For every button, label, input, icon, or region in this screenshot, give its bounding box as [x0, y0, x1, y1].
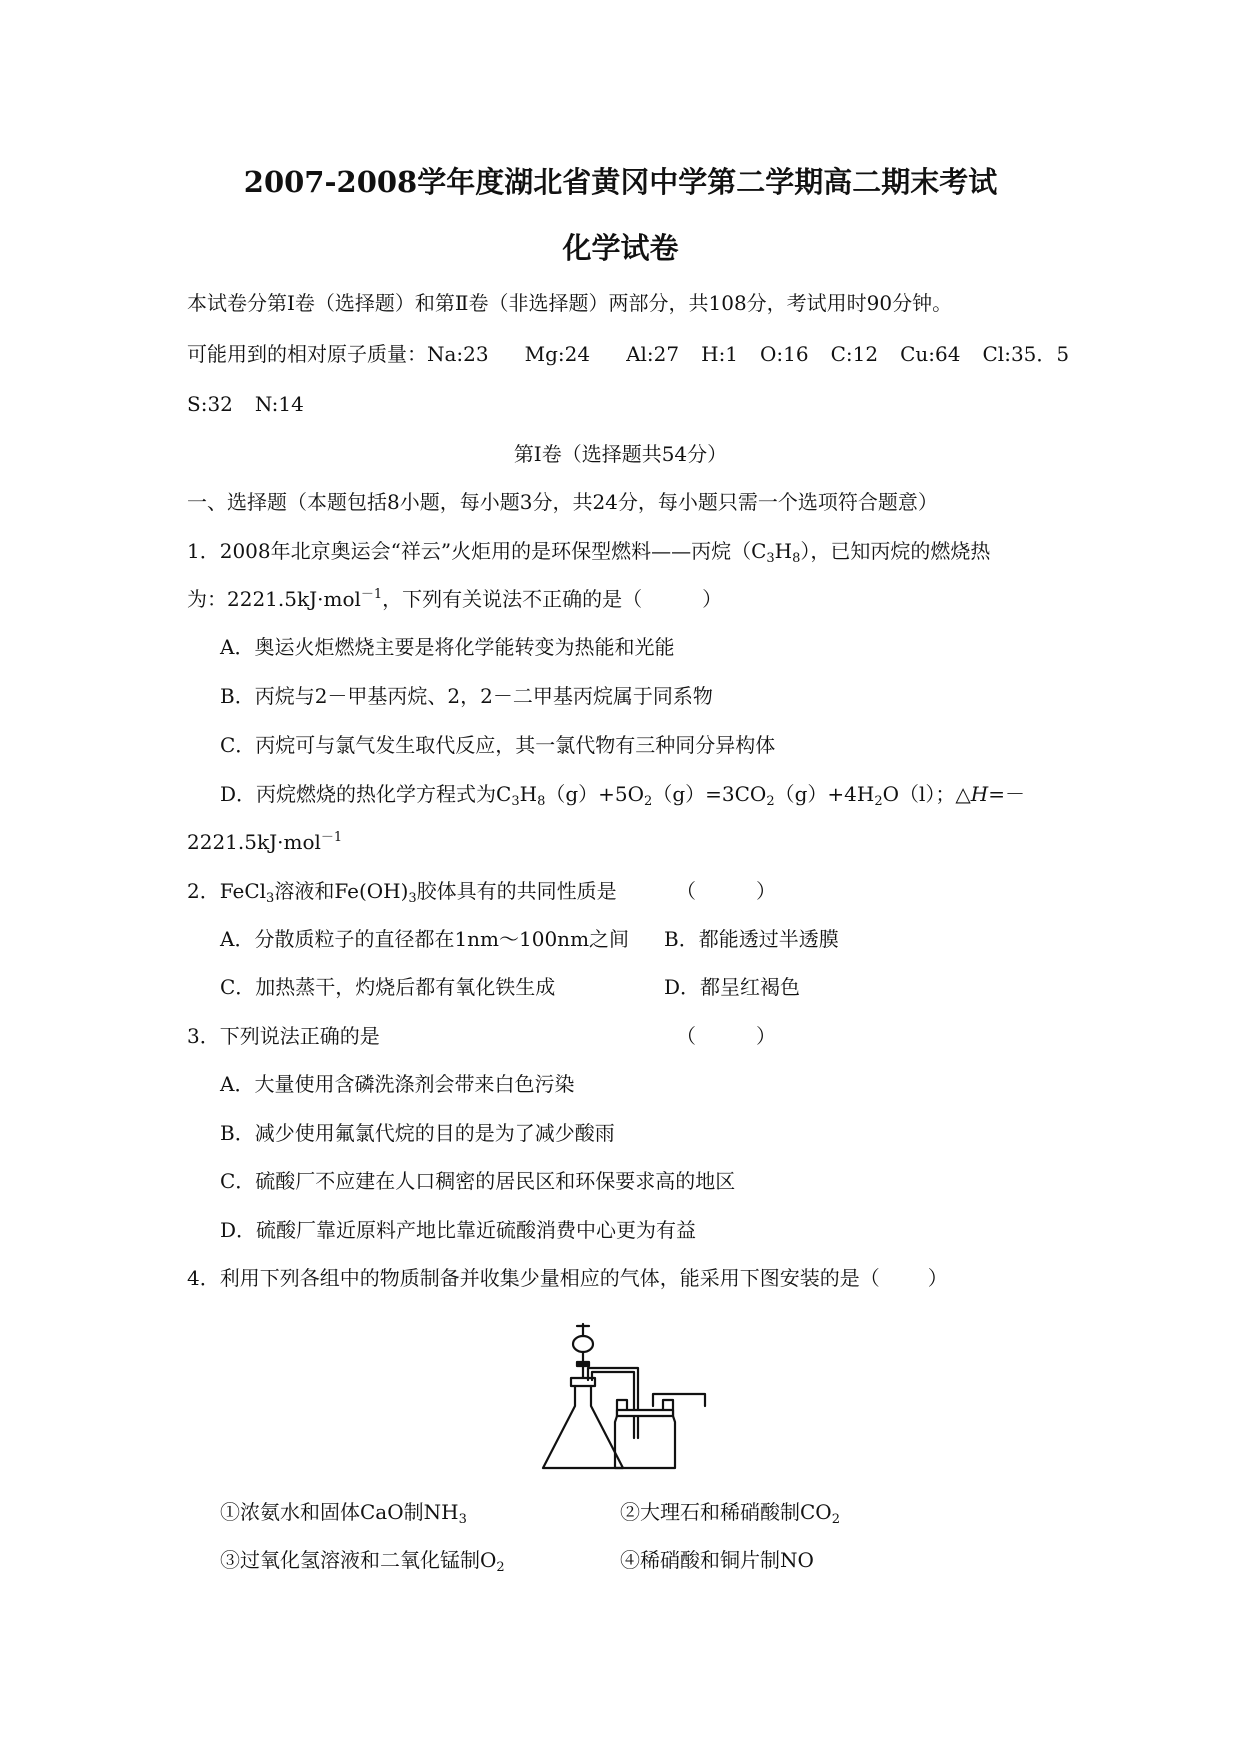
q1-option-d[interactable]	[220, 781, 1025, 807]
atomic-mass-line	[187, 341, 1069, 367]
mass-cu: Cu:64	[900, 342, 961, 366]
q1-option-c[interactable]: C．丙烷可与氯气发生取代反应，其一氯代物有三种同分异构体	[220, 733, 776, 757]
atomic-mass-label: 可能用到的相对原子质量：	[187, 342, 427, 366]
paren-right: ）	[927, 1266, 948, 1290]
q1-d-text: H	[519, 782, 538, 806]
q4-option-2[interactable]	[620, 1499, 840, 1525]
q2-option-a[interactable]: A．分散质粒子的直径都在1nm～100nm之间	[220, 927, 630, 951]
subscript: 2	[644, 794, 653, 809]
exam-title: 2007-2008学年度湖北省黄冈中学第二学期高二期末考试	[243, 165, 998, 199]
subscript: 2	[766, 794, 775, 809]
q4-o3-text: ③过氧化氢溶液和二氧化锰制O	[220, 1548, 497, 1572]
gas-apparatus-figure	[535, 1318, 715, 1478]
q1-stem-text: 为：2221.5kJ·mol	[187, 587, 361, 611]
mass-al: Al:27	[626, 342, 680, 366]
q1-option-a[interactable]: A．奥运火炬燃烧主要是将化学能转变为热能和光能	[220, 635, 675, 659]
q1-d-text: （g）+4H	[774, 782, 875, 806]
part-title: 一、选择题（本题包括8小题，每小题3分，共24分，每小题只需一个选项符合题意）	[187, 490, 938, 514]
paren-right: ）	[756, 1024, 776, 1048]
q1-stem-text: ），已知丙烷的燃烧热	[800, 539, 991, 563]
q3-answer-paren[interactable]	[676, 1023, 776, 1049]
q4-o1-text: ①浓氨水和固体CaO制NH	[220, 1500, 459, 1524]
subscript: 8	[537, 794, 546, 809]
q2-stem	[187, 878, 617, 904]
subscript: 8	[792, 551, 801, 566]
q3-option-d[interactable]: D．硫酸厂靠近原料产地比靠近硫酸消费中心更为有益	[220, 1218, 697, 1242]
subscript: 2	[874, 794, 883, 809]
q1-d-text: =－	[988, 782, 1026, 806]
q1-option-b[interactable]: B．丙烷与2－甲基丙烷、2，2－二甲基丙烷属于同系物	[220, 684, 713, 708]
q1-stem-2	[187, 586, 722, 612]
q1-option-d-cont	[187, 829, 342, 855]
q1-stem	[187, 538, 990, 564]
paren-right: ）	[756, 879, 776, 903]
q3-stem: 3．下列说法正确的是	[187, 1024, 380, 1048]
exam-subtitle: 化学试卷	[562, 231, 679, 265]
subscript: 3	[511, 794, 520, 809]
q1-d-text: D．丙烷燃烧的热化学方程式为C	[220, 782, 512, 806]
mass-mg: Mg:24	[524, 342, 591, 366]
q2-stem-text: 胶体具有的共同性质是	[416, 879, 617, 903]
mass-s: S:32	[187, 392, 233, 416]
mass-c: C:12	[830, 342, 879, 366]
q1-d-text: 2221.5kJ·mol	[187, 830, 321, 854]
q4-option-4[interactable]: ④稀硝酸和铜片制NO	[620, 1548, 814, 1572]
q4-stem-text: 4．利用下列各组中的物质制备并收集少量相应的气体，能采用下图安装的是（	[187, 1266, 880, 1290]
mass-n: N:14	[254, 392, 304, 416]
subscript: 3	[766, 551, 775, 566]
q3-option-c[interactable]: C．硫酸厂不应建在人口稠密的居民区和环保要求高的地区	[220, 1169, 736, 1193]
q4-option-3[interactable]	[220, 1547, 505, 1573]
q1-d-text: （g）+5O	[545, 782, 645, 806]
mass-cl: Cl:35．5	[982, 342, 1070, 366]
q2-answer-paren[interactable]	[676, 878, 776, 904]
q2-option-b[interactable]: B．都能透过半透膜	[664, 927, 839, 951]
q4-o2-text: ②大理石和稀硝酸制CO	[620, 1500, 832, 1524]
q3-option-b[interactable]: B．减少使用氟氯代烷的目的是为了减少酸雨	[220, 1121, 615, 1145]
q1-stem-text: H	[774, 539, 793, 563]
section-heading: 第Ⅰ卷（选择题共54分）	[513, 442, 728, 466]
q2-stem-text: 2．FeCl	[187, 879, 267, 903]
paren-left: （	[676, 1024, 696, 1048]
paren-left: （	[676, 879, 696, 903]
intro-line: 本试卷分第Ⅰ卷（选择题）和第Ⅱ卷（非选择题）两部分，共108分，考试用时90分钟。	[187, 291, 953, 315]
q1-paren: ）	[702, 587, 723, 611]
mass-na: Na:23	[427, 342, 489, 366]
q1-d-text: （g）=3CO	[652, 782, 767, 806]
funnel-bulb	[573, 1336, 593, 1352]
q2-stem-text: 溶液和Fe(OH)	[274, 879, 409, 903]
atomic-mass-line-2	[187, 391, 304, 417]
q1-d-text: O（l）；△	[882, 782, 971, 806]
conical-flask	[543, 1386, 623, 1468]
mass-h: H:1	[701, 342, 739, 366]
superscript: －1	[360, 587, 383, 602]
q1-stem-text: 1．2008年北京奥运会“祥云”火炬用的是环保型燃料——丙烷（C	[187, 539, 767, 563]
q4-option-1[interactable]	[220, 1499, 467, 1525]
subscript: 3	[266, 891, 275, 906]
q1-d-text: H	[970, 782, 989, 806]
superscript: －1	[320, 830, 343, 845]
q4-stem	[187, 1265, 948, 1291]
subscript: 2	[831, 1512, 840, 1527]
subscript: 3	[458, 1512, 467, 1527]
mass-o: O:16	[760, 342, 809, 366]
q2-option-d[interactable]: D．都呈红褐色	[664, 975, 801, 999]
q1-stem-text: ，下列有关说法不正确的是（	[382, 587, 643, 611]
subscript: 2	[496, 1560, 505, 1575]
q3-option-a[interactable]: A．大量使用含磷洗涤剂会带来白色污染	[220, 1072, 575, 1096]
subscript: 3	[408, 891, 417, 906]
q2-option-c[interactable]: C．加热蒸干，灼烧后都有氧化铁生成	[220, 975, 556, 999]
